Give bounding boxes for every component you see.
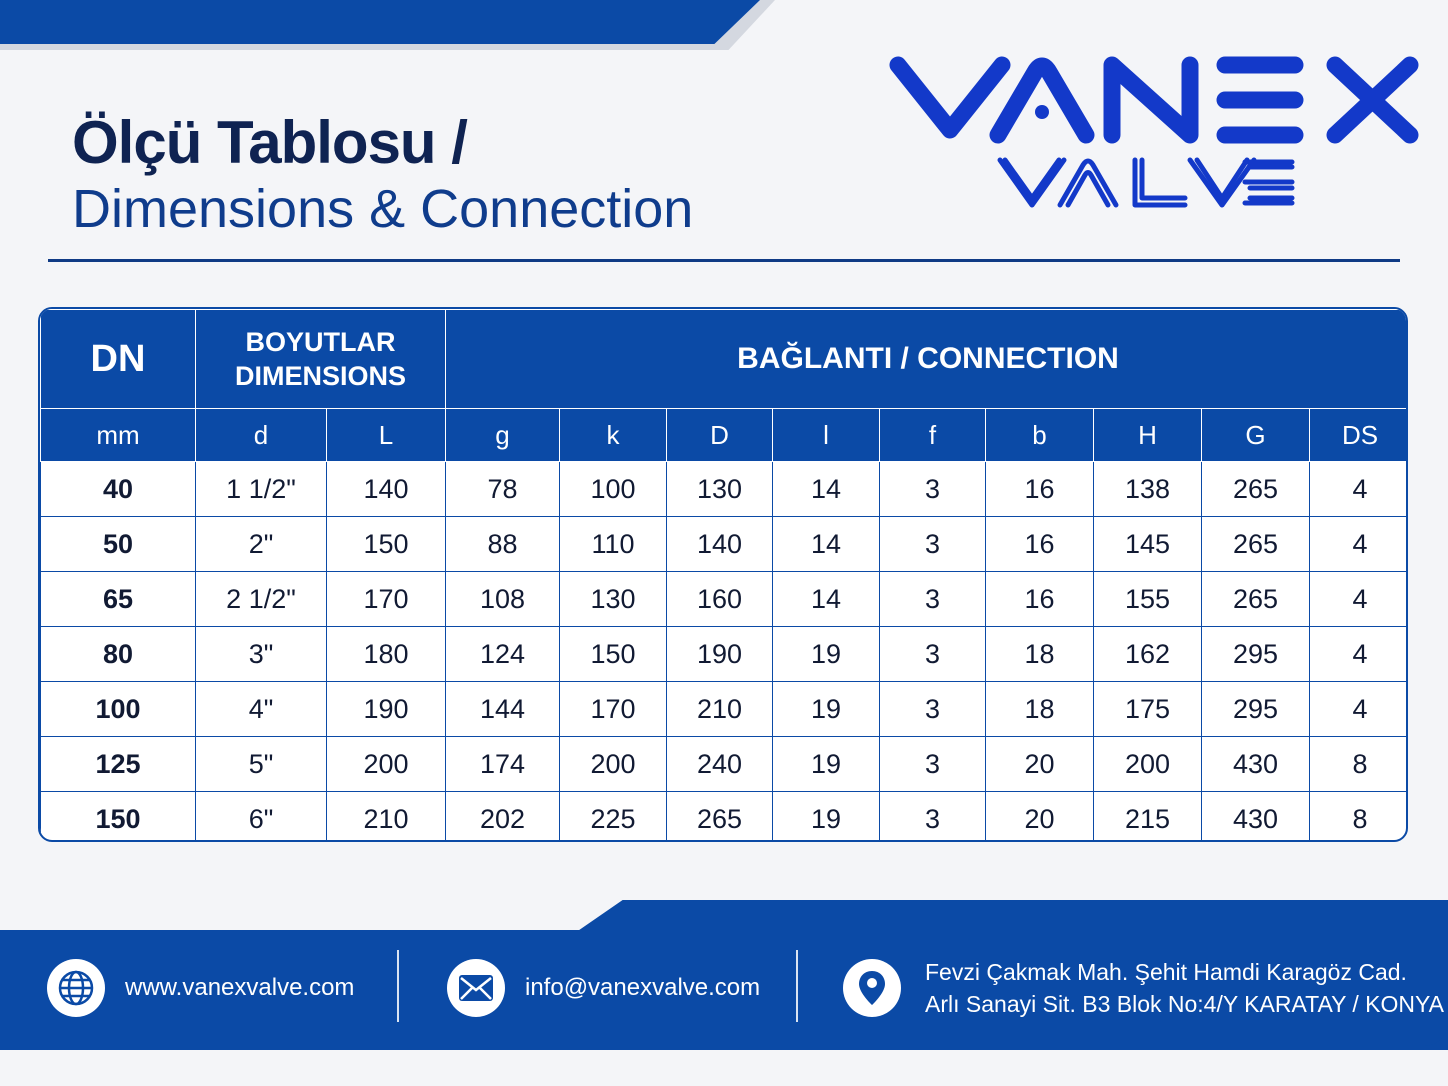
table-row [41, 517, 1409, 572]
table-cell: 144 [446, 682, 560, 737]
table-cell: 174 [446, 737, 560, 792]
table-cell: 265 [1202, 462, 1310, 517]
dn-cell: 150 [41, 792, 196, 843]
table-cell: 140 [327, 462, 446, 517]
table-cell: 265 [1202, 517, 1310, 572]
footer-divider [397, 950, 399, 1022]
table-row [41, 682, 1409, 737]
table-cell: 4 [1310, 462, 1409, 517]
table-cell: 100 [560, 462, 667, 517]
table-cell: 295 [1202, 682, 1310, 737]
table-cell: 240 [667, 737, 773, 792]
table-cell: 6" [196, 792, 327, 843]
table-cell: 155 [1094, 572, 1202, 627]
header-dimensions-en: DIMENSIONS [234, 361, 407, 391]
column-header: d [196, 409, 327, 462]
column-header: L [327, 409, 446, 462]
dn-cell: 125 [41, 737, 196, 792]
dn-cell: 65 [41, 572, 196, 627]
table-cell: 162 [1094, 627, 1202, 682]
footer-divider [796, 950, 798, 1022]
table-cell: 16 [986, 517, 1094, 572]
table-cell: 4 [1310, 627, 1409, 682]
address-line-1: Fevzi Çakmak Mah. Şehit Hamdi Karagöz Cad. [925, 959, 1407, 985]
dn-cell: 50 [41, 517, 196, 572]
table-cell: 18 [986, 627, 1094, 682]
table-cell: 4 [1310, 517, 1409, 572]
table-cell: 175 [1094, 682, 1202, 737]
table-cell: 202 [446, 792, 560, 843]
table-cell: 170 [327, 572, 446, 627]
table-cell: 3 [880, 572, 986, 627]
table-cell: 110 [560, 517, 667, 572]
table-cell: 145 [1094, 517, 1202, 572]
table-cell: 180 [327, 627, 446, 682]
table-cell: 4 [1310, 572, 1409, 627]
column-header: f [880, 409, 986, 462]
table-cell: 150 [560, 627, 667, 682]
page-subtitle: Dimensions & Connection [72, 179, 694, 239]
table-row [41, 572, 1409, 627]
table-row [41, 737, 1409, 792]
dn-cell: 40 [41, 462, 196, 517]
table-cell: 200 [327, 737, 446, 792]
table-cell: 140 [667, 517, 773, 572]
table-cell: 108 [446, 572, 560, 627]
table-cell: 20 [986, 792, 1094, 843]
table-cell: 19 [773, 627, 880, 682]
table-cell: 18 [986, 682, 1094, 737]
table-cell: 5" [196, 737, 327, 792]
table-cell: 200 [1094, 737, 1202, 792]
table-cell: 3 [880, 792, 986, 843]
table-cell: 430 [1202, 737, 1310, 792]
table-cell: 225 [560, 792, 667, 843]
title-divider [48, 259, 1400, 262]
table-cell: 3 [880, 737, 986, 792]
footer-website[interactable] [47, 958, 354, 1018]
table-cell: 265 [667, 792, 773, 843]
table-cell: 1 1/2" [196, 462, 327, 517]
column-header: DS [1310, 409, 1409, 462]
table-cell: 190 [667, 627, 773, 682]
website-link[interactable]: www.vanexvalve.com [125, 974, 355, 1001]
column-header: g [446, 409, 560, 462]
table-row [41, 462, 1409, 517]
header-dimensions [196, 310, 446, 409]
table-cell: 3 [880, 517, 986, 572]
header-dimensions-tr: BOYUTLAR [245, 327, 396, 357]
table-row [41, 792, 1409, 843]
column-header: G [1202, 409, 1310, 462]
envelope-icon [447, 959, 505, 1017]
table-cell: 3 [880, 462, 986, 517]
table-cell: 170 [560, 682, 667, 737]
dn-cell: 80 [41, 627, 196, 682]
table-cell: 20 [986, 737, 1094, 792]
table-row [41, 627, 1409, 682]
table-cell: 19 [773, 792, 880, 843]
table-cell: 3 [880, 682, 986, 737]
table-cell: 150 [327, 517, 446, 572]
column-header: k [560, 409, 667, 462]
table-cell: 8 [1310, 737, 1409, 792]
address-text [925, 956, 1444, 1020]
email-link[interactable]: info@vanexvalve.com [525, 974, 761, 1001]
logo-vanex-wordmark [898, 65, 1410, 135]
column-header: H [1094, 409, 1202, 462]
dn-cell: 100 [41, 682, 196, 737]
table-cell: 295 [1202, 627, 1310, 682]
footer-address [843, 958, 1444, 1018]
table-cell: 14 [773, 572, 880, 627]
globe-icon [47, 959, 105, 1017]
dimension-table-grid [40, 309, 1408, 842]
table-cell: 2" [196, 517, 327, 572]
table-cell: 130 [667, 462, 773, 517]
table-cell: 2 1/2" [196, 572, 327, 627]
vanex-valve-logo [880, 40, 1430, 220]
table-cell: 19 [773, 737, 880, 792]
table-cell: 124 [446, 627, 560, 682]
table-cell: 265 [1202, 572, 1310, 627]
table-cell: 16 [986, 462, 1094, 517]
column-header: D [667, 409, 773, 462]
table-cell: 430 [1202, 792, 1310, 843]
table-cell: 210 [667, 682, 773, 737]
table-cell: 3 [880, 627, 986, 682]
top-band [0, 0, 760, 44]
table-cell: 200 [560, 737, 667, 792]
dimension-table [38, 307, 1408, 842]
table-cell: 160 [667, 572, 773, 627]
column-header: mm [41, 409, 196, 462]
table-cell: 19 [773, 682, 880, 737]
table-cell: 16 [986, 572, 1094, 627]
column-header: l [773, 409, 880, 462]
table-cell: 4 [1310, 682, 1409, 737]
header-dn: DN [41, 310, 196, 409]
table-body [41, 462, 1409, 843]
table-cell: 3" [196, 627, 327, 682]
table-cell: 14 [773, 517, 880, 572]
table-cell: 8 [1310, 792, 1409, 843]
logo-valve-wordmark [1000, 160, 1292, 205]
footer-email[interactable] [447, 958, 760, 1018]
table-cell: 215 [1094, 792, 1202, 843]
table-cell: 78 [446, 462, 560, 517]
table-cell: 88 [446, 517, 560, 572]
header-connection: BAĞLANTI / CONNECTION [446, 310, 1409, 409]
table-cell: 210 [327, 792, 446, 843]
address-line-2: Arlı Sanayi Sit. B3 Blok No:4/Y KARATAY / KONYA [925, 991, 1444, 1017]
table-cell: 190 [327, 682, 446, 737]
table-cell: 138 [1094, 462, 1202, 517]
page-title: Ölçü Tablosu / [72, 109, 467, 176]
column-header: b [986, 409, 1094, 462]
table-cell: 14 [773, 462, 880, 517]
location-pin-icon [843, 959, 901, 1017]
table-cell: 4" [196, 682, 327, 737]
table-cell: 130 [560, 572, 667, 627]
